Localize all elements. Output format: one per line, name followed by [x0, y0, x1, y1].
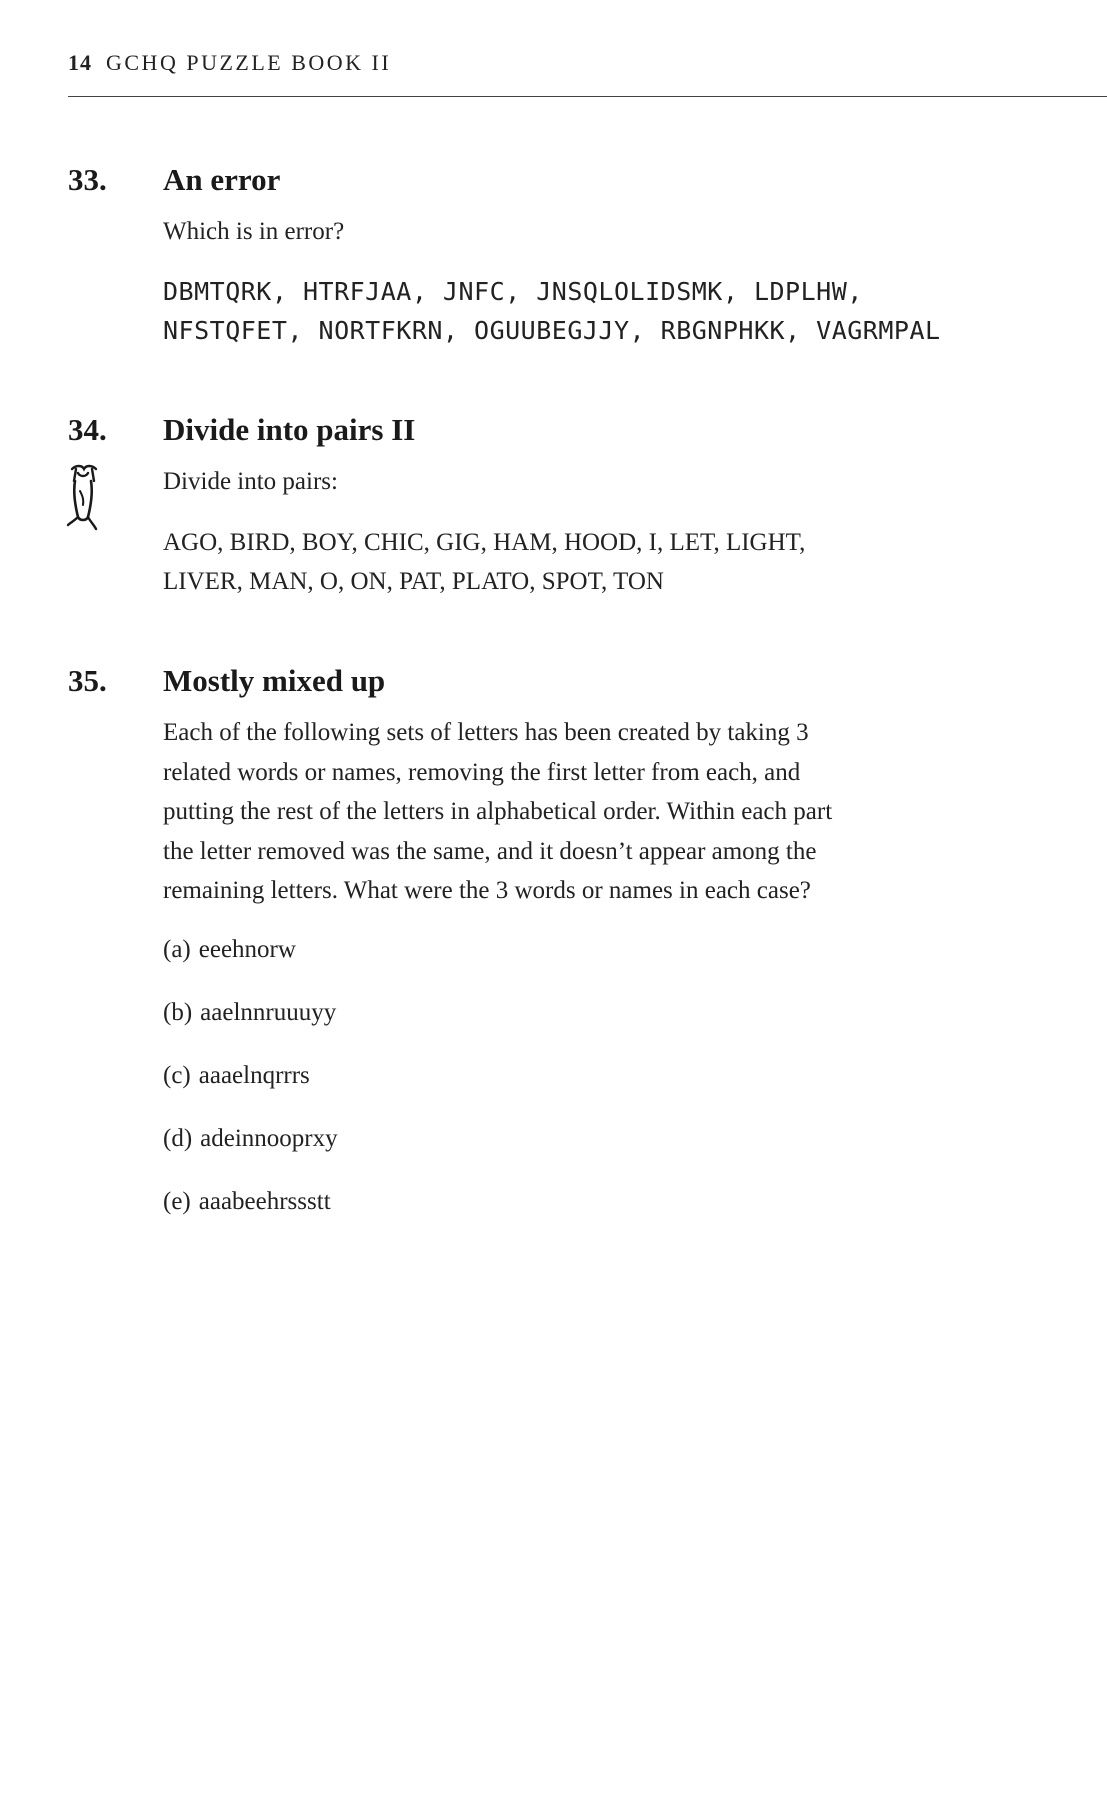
puzzle-prompt: Which is in error?: [163, 218, 345, 245]
paragraph-line: the letter removed was the same, and it doesn’t appear among the: [163, 837, 817, 865]
sub-item-a: [163, 936, 296, 964]
sub-item-d: [163, 1125, 338, 1153]
item-label: (c): [163, 1062, 191, 1089]
item-letters: eeehnorw: [198, 936, 296, 963]
code-line: NFSTQFET, NORTFKRN, OGUUBEGJJY, RBGNPHKK, VAGRMPAL: [163, 316, 941, 345]
paragraph-line: remaining letters. What were the 3 words or names in each case?: [163, 877, 811, 904]
item-label: (d): [163, 1125, 193, 1152]
sub-item-e: [163, 1188, 331, 1216]
puzzle-number: 34.: [68, 412, 107, 447]
hint-figure-icon: [66, 463, 100, 531]
header-rule: [68, 96, 1107, 97]
running-head: [68, 50, 391, 76]
item-label: (b): [163, 999, 193, 1026]
item-letters: aaaelnqrrrs: [198, 1062, 310, 1089]
book-title: GCHQ PUZZLE BOOK II: [106, 50, 392, 75]
paragraph-line: putting the rest of the letters in alphabetical order. Within each part: [163, 798, 833, 825]
sub-item-c: [163, 1062, 310, 1090]
item-label: (e): [163, 1188, 191, 1215]
puzzle-number: 33.: [68, 162, 107, 197]
puzzle-title: Mostly mixed up: [163, 663, 386, 698]
paragraph-line: related words or names, removing the first letter from each, and: [163, 758, 801, 786]
item-label: (a): [163, 936, 191, 963]
page-number: 14: [68, 50, 92, 75]
item-letters: aaelnnruuuyy: [200, 999, 337, 1026]
puzzle-prompt: Divide into pairs:: [163, 468, 338, 495]
puzzle-number: 35.: [68, 663, 107, 698]
puzzle-title: An error: [163, 162, 281, 197]
item-letters: adeinnooprxy: [200, 1125, 338, 1152]
puzzle-title: Divide into pairs II: [163, 412, 416, 447]
code-line: DBMTQRK, HTRFJAA, JNFC, JNSQLOLIDSMK, LDPLHW,: [163, 277, 863, 306]
word-list-line: AGO, BIRD, BOY, CHIC, GIG, HAM, HOOD, I, LET, LIGHT,: [163, 529, 806, 556]
sub-item-b: [163, 999, 336, 1027]
item-letters: aaabeehrssstt: [198, 1188, 331, 1215]
word-list-line: LIVER, MAN, O, ON, PAT, PLATO, SPOT, TON: [163, 568, 664, 595]
puzzle-paragraph: [163, 713, 1023, 911]
paragraph-line: Each of the following sets of letters has been created by taking 3: [163, 719, 809, 746]
